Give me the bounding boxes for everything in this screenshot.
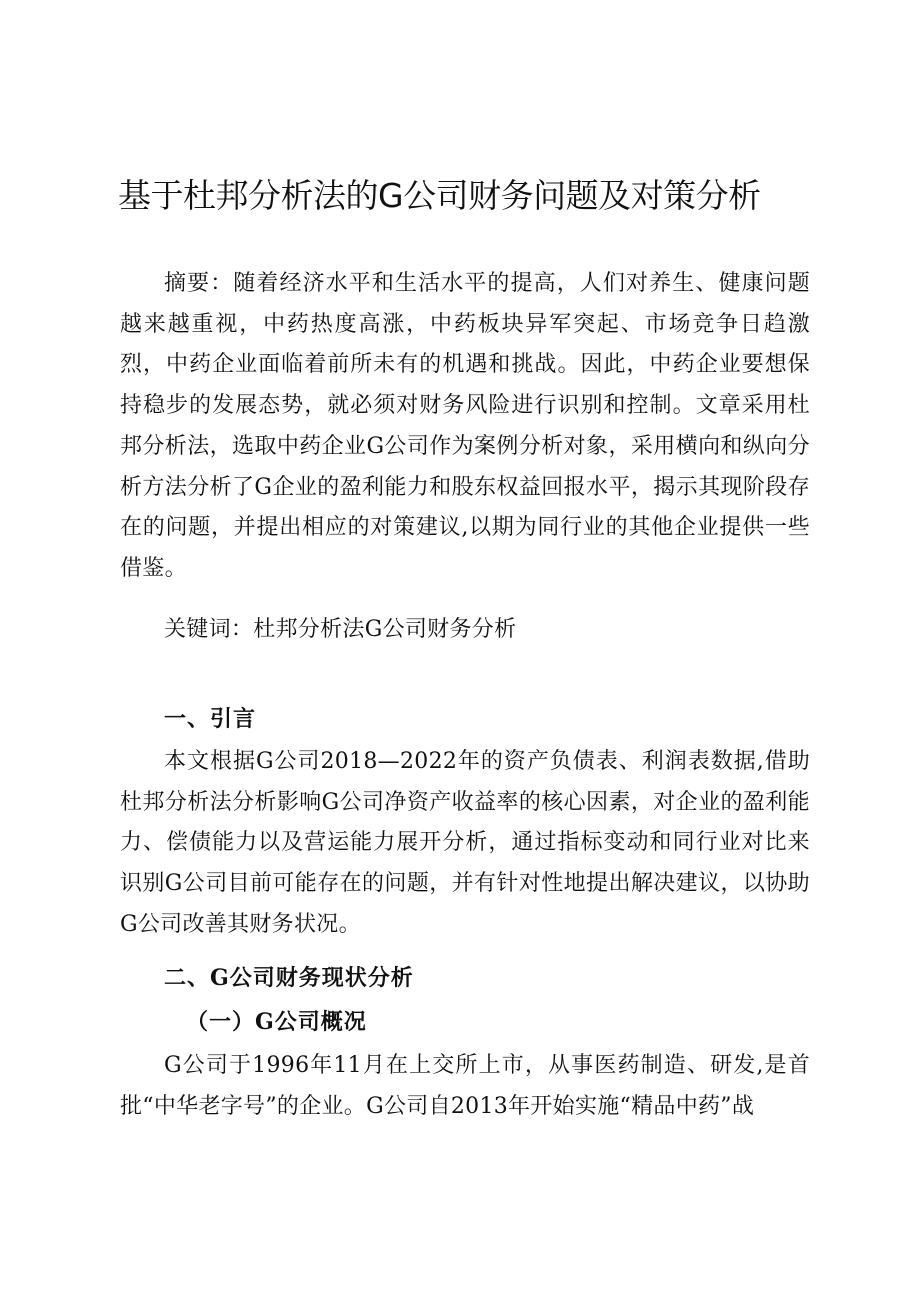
keywords-line: 关键词：杜邦分析法G公司财务分析 (164, 617, 517, 642)
section-heading-financial-status: 二、G公司财务现状分析 (164, 965, 414, 991)
document-title: 基于杜邦分析法的G公司财务问题及对策分析 (118, 176, 761, 215)
company-overview-paragraph: G公司于1996年11月在上交所上市，从事医药制造、研发,是首批“中华老字号”的企业。G公司自2013年开始实施“精品中药”战 (120, 1053, 810, 1119)
abstract-paragraph: 摘要：随着经济水平和生活水平的提高，人们对养生、健康问题越来越重视，中药热度高涨，中药板块异军突起、市场竞争日趋激烈，中药企业面临着前所未有的机遇和挑战。因此，中药企业要想保持稳步的发展态势，就必须对财务风险进行识别和控制。文章采用杜邦分析法，选取中药企业G公司作为案例分析对象，采用横向和纵向分析方法分析了G企业的盈利能力和股东权益回报水平，揭示其现阶段存在的问题，并提出相应的对策建议,以期为同行业的其他企业提供一些借鉴。 (120, 271, 810, 581)
section-heading-introduction: 一、引言 (164, 706, 257, 732)
subsection-heading-company-overview: （一）G公司概况 (186, 1009, 367, 1035)
introduction-paragraph: 本文根据G公司2018—2022年的资产负债表、利润表数据,借助杜邦分析法分析影响G公司净资产收益率的核心因素，对企业的盈利能力、偿债能力以及营运能力展开分析，通过指标变动和同行业对比来识别G公司目前可能存在的问题，并有针对性地提出解决建议，以协助G公司改善其财务状况。 (120, 749, 810, 937)
